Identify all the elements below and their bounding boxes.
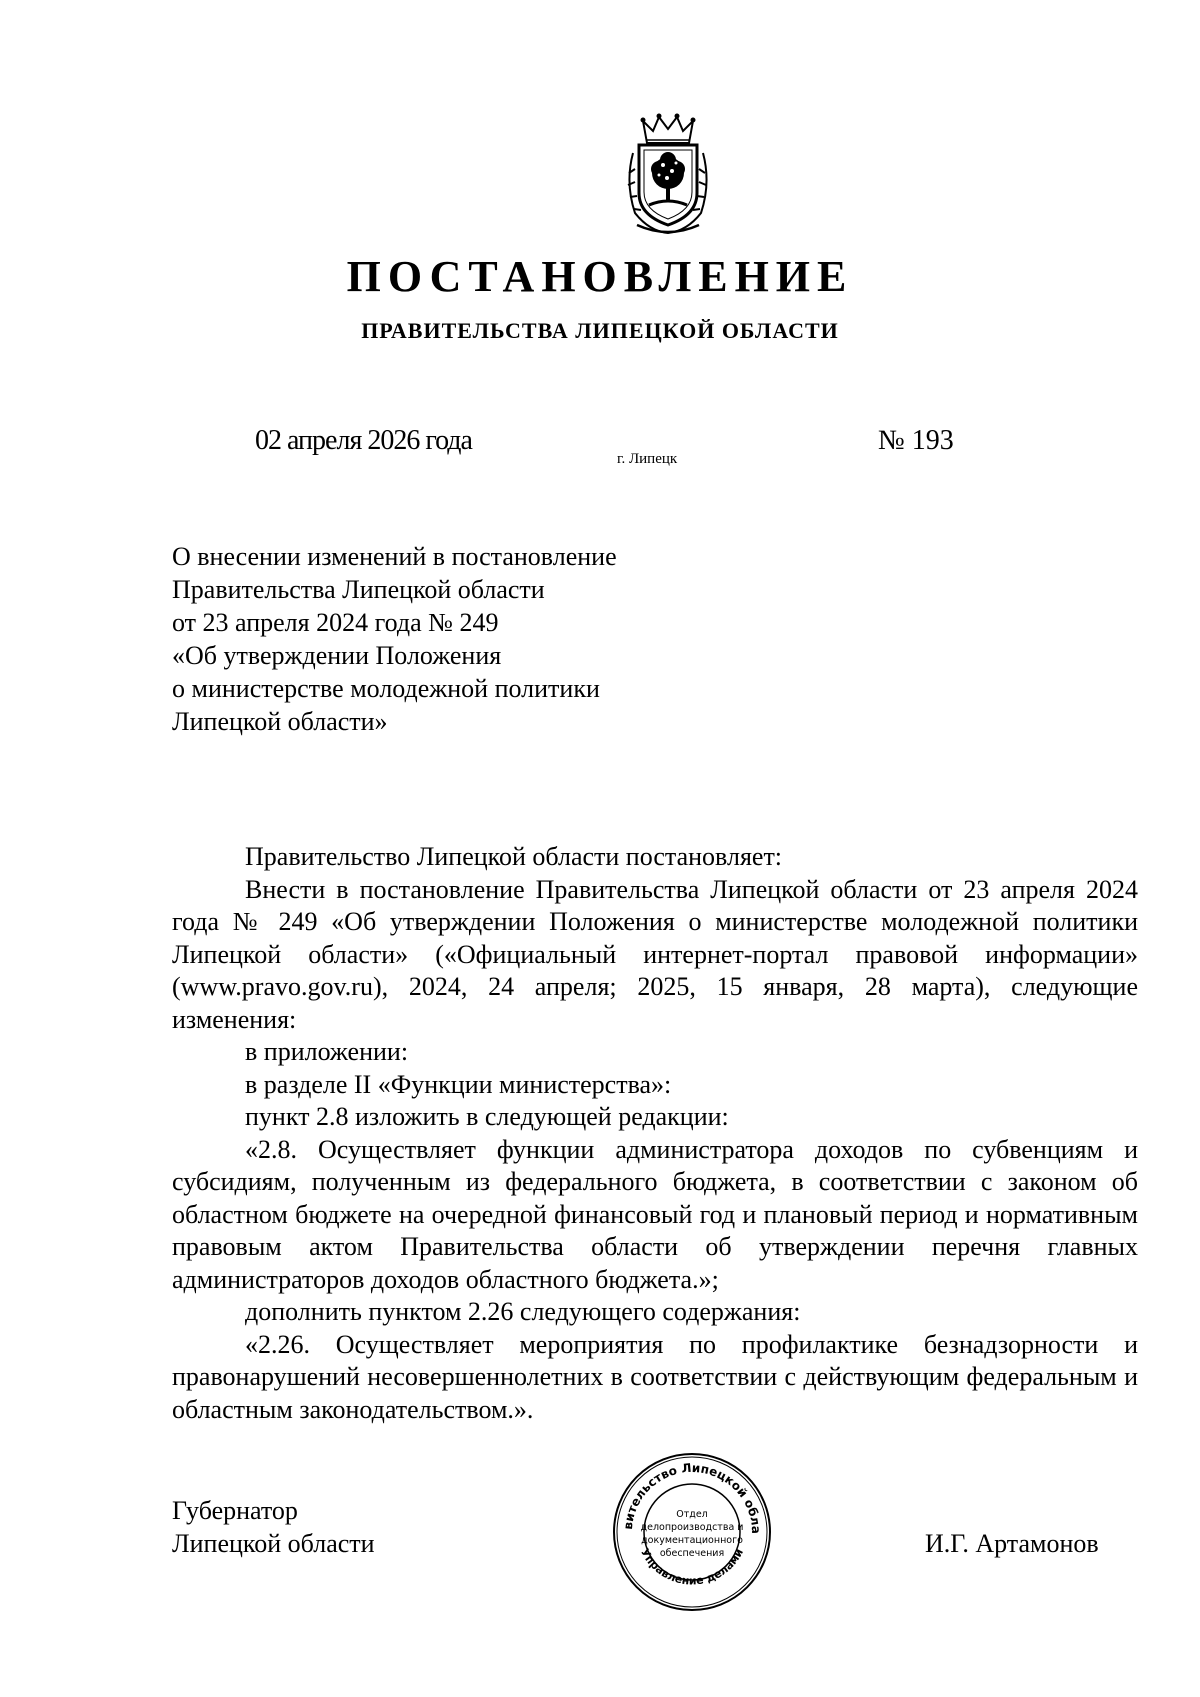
document-subject — [172, 540, 732, 738]
body-paragraph: Внести в постановление Правительства Липецкой области от 23 апреля 2024 года № 249 «Об утверждении Положения о министерстве молодежной политики Липецкой области» («Официальный интернет-портал правовой информации» (www.pravo.gov.ru), 2024, 24 апреля; 2025, 15 января, 28 марта), следующие изменения: — [172, 874, 1138, 1034]
stamp-outer-text: вительство Липецкой обла — [620, 1460, 764, 1535]
coat-of-arms-emblem — [619, 113, 717, 237]
document-subtitle: ПРАВИТЕЛЬСТВА ЛИПЕЦКОЙ ОБЛАСТИ — [361, 318, 839, 343]
subject-line: О внесении изменений в постановление — [172, 542, 617, 571]
body-paragraph: в разделе II «Функции министерства»: — [245, 1069, 672, 1099]
stamp-inner-line: документационного — [641, 1535, 743, 1546]
body-paragraph: в приложении: — [245, 1037, 409, 1066]
document-body — [172, 841, 1138, 1426]
signatory-position-line: Липецкой области — [172, 1529, 375, 1558]
signatory-name: И.Г. Артамонов — [925, 1529, 1099, 1558]
body-paragraph: Правительство Липецкой области постановляет: — [245, 842, 783, 871]
document-city: г. Липецк — [617, 451, 678, 467]
stamp-inner-line: делопроизводства и — [640, 1522, 744, 1533]
document-date: 02 апреля 2026 года — [255, 425, 472, 456]
subject-line: «Об утверждении Положения — [172, 641, 502, 670]
signatory-position-line: Губернатор — [172, 1496, 298, 1525]
body-paragraph: «2.8. Осуществляет функции администратора доходов по субвенциям и субсидиям, полученным из федерального бюджета, в соответствии с законом об областном бюджете на очередной финансовый год и плановый период и нормативным правовым актом Правительства области об утверждении перечня главных администраторов доходов областного бюджета.»; — [172, 1134, 1138, 1294]
document-title: ПОСТАНОВЛЕНИЕ — [346, 252, 854, 301]
body-paragraph: дополнить пунктом 2.26 следующего содержания: — [245, 1297, 801, 1326]
stamp-inner-line: Отдел — [676, 1509, 708, 1520]
subject-line: от 23 апреля 2024 года № 249 — [172, 608, 499, 637]
subject-line: о министерстве молодежной политики — [172, 674, 600, 703]
body-paragraph: пункт 2.8 изложить в следующей редакции: — [245, 1102, 729, 1131]
subject-line: Правительства Липецкой области — [172, 575, 545, 604]
document-number: № 193 — [878, 425, 954, 456]
stamp-inner-line: обеспечения — [659, 1548, 725, 1559]
signatory-position — [172, 1494, 375, 1560]
subject-line: Липецкой области» — [172, 707, 388, 736]
official-stamp — [611, 1451, 773, 1613]
stamp-bottom-text: Управление делами — [637, 1546, 746, 1588]
body-paragraph: «2.26. Осуществляет мероприятия по профилактике безнадзорности и правонарушений несовершеннолетних в соответствии с действующим федеральным и областным законодательством.». — [172, 1329, 1138, 1424]
